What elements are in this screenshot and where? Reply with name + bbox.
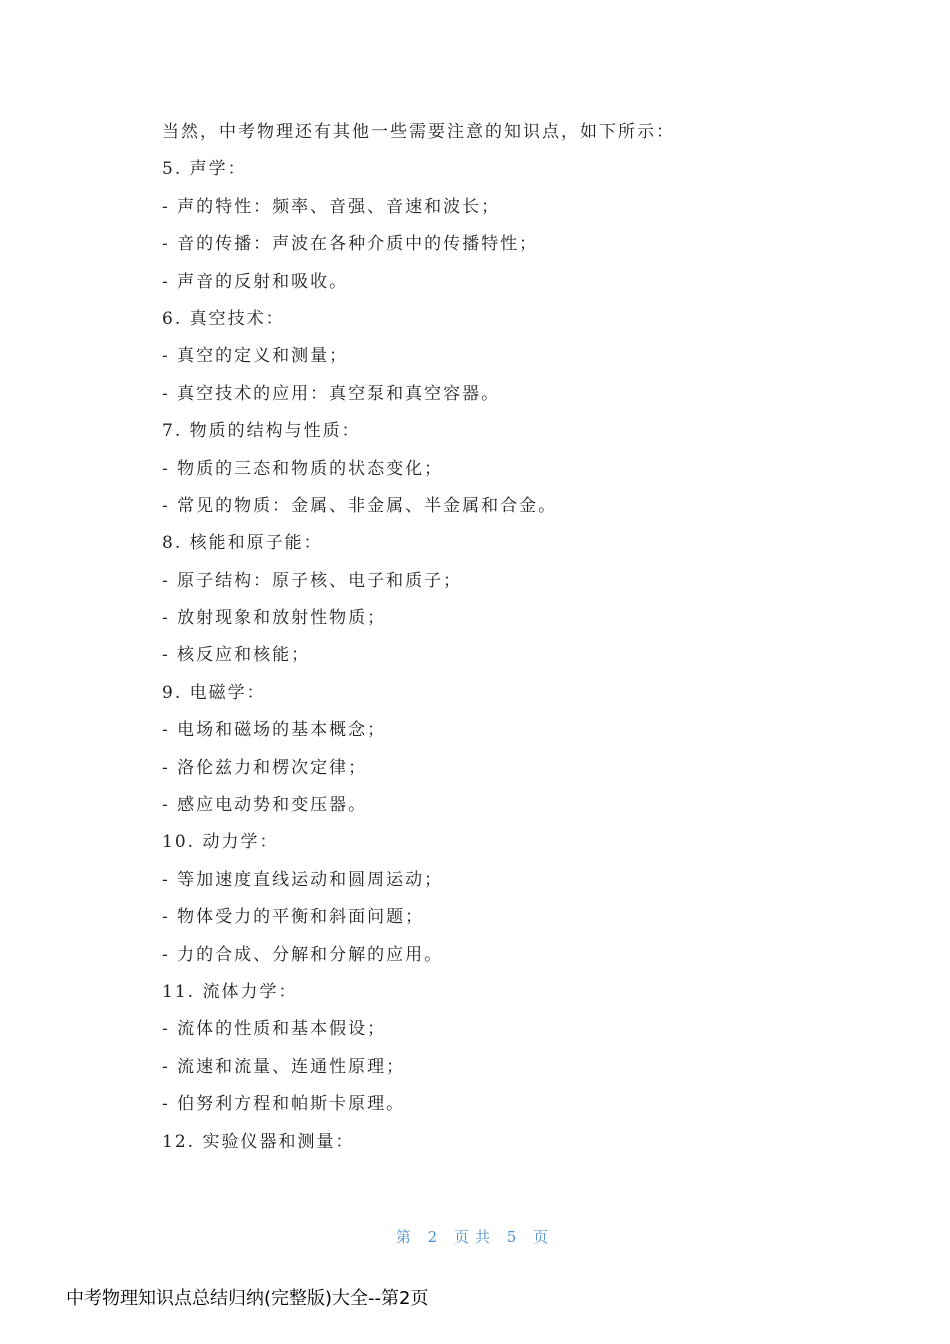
section-heading: 5. 声学： (162, 159, 247, 180)
list-item: - 流速和流量、连通性原理； (162, 1056, 406, 1077)
list-item: - 真空技术的应用：真空泵和真空容器。 (162, 383, 501, 404)
list-item: - 放射现象和放射性物质； (162, 608, 387, 629)
footer-title: 中考物理知识点总结归纳(完整版)大全--第2页 (66, 1288, 429, 1309)
section-heading: 9. 电磁学： (162, 682, 266, 703)
list-item: - 感应电动势和变压器。 (162, 795, 368, 816)
list-item: - 物体受力的平衡和斜面问题； (162, 907, 425, 928)
document-body (162, 114, 862, 1161)
list-item: - 原子结构：原子核、电子和质子； (162, 570, 463, 591)
section-heading: 11. 流体力学： (162, 981, 298, 1002)
section-heading: 7. 物质的结构与性质： (162, 421, 361, 442)
list-item: - 音的传播：声波在各种介质中的传播特性； (162, 234, 539, 255)
list-item: - 电场和磁场的基本概念； (162, 720, 387, 741)
list-item: - 洛伦兹力和楞次定律； (162, 757, 368, 778)
page-number: 第 2 页共 5 页 (395, 1228, 555, 1246)
section-heading: 8. 核能和原子能： (162, 533, 323, 554)
list-item: - 流体的性质和基本假设； (162, 1019, 387, 1040)
list-item: - 声的特性：频率、音强、音速和波长； (162, 196, 501, 217)
list-item: - 伯努利方程和帕斯卡原理。 (162, 1094, 406, 1115)
section-heading: 12. 实验仪器和测量： (162, 1131, 355, 1152)
list-item: - 等加速度直线运动和圆周运动； (162, 869, 444, 890)
list-item: - 物质的三态和物质的状态变化； (162, 458, 444, 479)
list-item: - 力的合成、分解和分解的应用。 (162, 944, 444, 965)
section-heading: 10. 动力学： (162, 832, 279, 853)
list-item: - 真空的定义和测量； (162, 346, 349, 367)
list-item: - 声音的反射和吸收。 (162, 271, 349, 292)
intro-text: 当然，中考物理还有其他一些需要注意的知识点，如下所示： (162, 122, 675, 142)
section-heading: 6. 真空技术： (162, 308, 285, 329)
list-item: - 常见的物质：金属、非金属、半金属和合金。 (162, 495, 558, 516)
list-item: - 核反应和核能； (162, 645, 311, 666)
